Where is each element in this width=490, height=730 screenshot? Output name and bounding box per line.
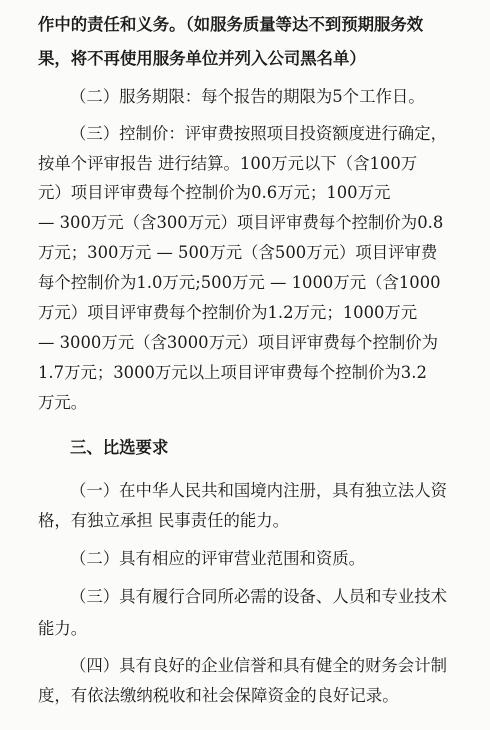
text-line-12: 1.7万元；3000万元以上项目评审费每个控制价为3.2 <box>38 363 427 382</box>
text-line-2: 果，将不再使用服务单位并列入公司黑名单） <box>38 49 366 68</box>
text-line-15: （一）在中华人民共和国境内注册，具有独立法人资 <box>70 481 447 500</box>
text-line-8: 万元；300万元 — 500万元（含500万元）项目评审费 <box>38 243 438 262</box>
text-line-21: 度，有依法缴纳税收和社会保障资金的良好记录。 <box>38 686 399 705</box>
text-line-1: 作中的责任和义务。（如服务质量等达不到预期服务效 <box>38 15 424 34</box>
text-line-5: 按单个评审报告 进行结算。100万元以下（含100万 <box>38 154 418 173</box>
text-line-6: 元）项目评审费每个控制价为0.6万元；100万元 <box>38 183 391 202</box>
text-line-10: 万元）项目评审费每个控制价为1.2万元；1000万元 <box>38 303 418 322</box>
section-heading: 三、比选要求 <box>70 438 169 457</box>
text-line-13: 万元。 <box>38 393 88 412</box>
text-line-4: （三）控制价：评审费按照项目投资额度进行确定， <box>70 124 447 143</box>
text-line-20: （四）具有良好的企业信誉和具有健全的财务会计制 <box>70 656 447 675</box>
text-line-7: — 300万元（含300万元）项目评审费每个控制价为0.8 <box>38 213 444 232</box>
text-line-19: 能力。 <box>38 619 88 638</box>
text-line-17: （二）具有相应的评审营业范围和资质。 <box>70 549 366 568</box>
text-line-9: 每个控制价为1.0万元;500万元 — 1000万元（含1000 <box>38 273 441 292</box>
text-line-16: 格，有独立承担 民事责任的能力。 <box>38 511 290 530</box>
text-line-3: （二）服务期限：每个报告的期限为5个工作日。 <box>70 87 425 106</box>
text-line-11: — 3000万元（含3000万元）项目评审费每个控制价为 <box>38 333 439 352</box>
text-line-18: （三）具有履行合同所必需的设备、人员和专业技术 <box>70 587 447 606</box>
